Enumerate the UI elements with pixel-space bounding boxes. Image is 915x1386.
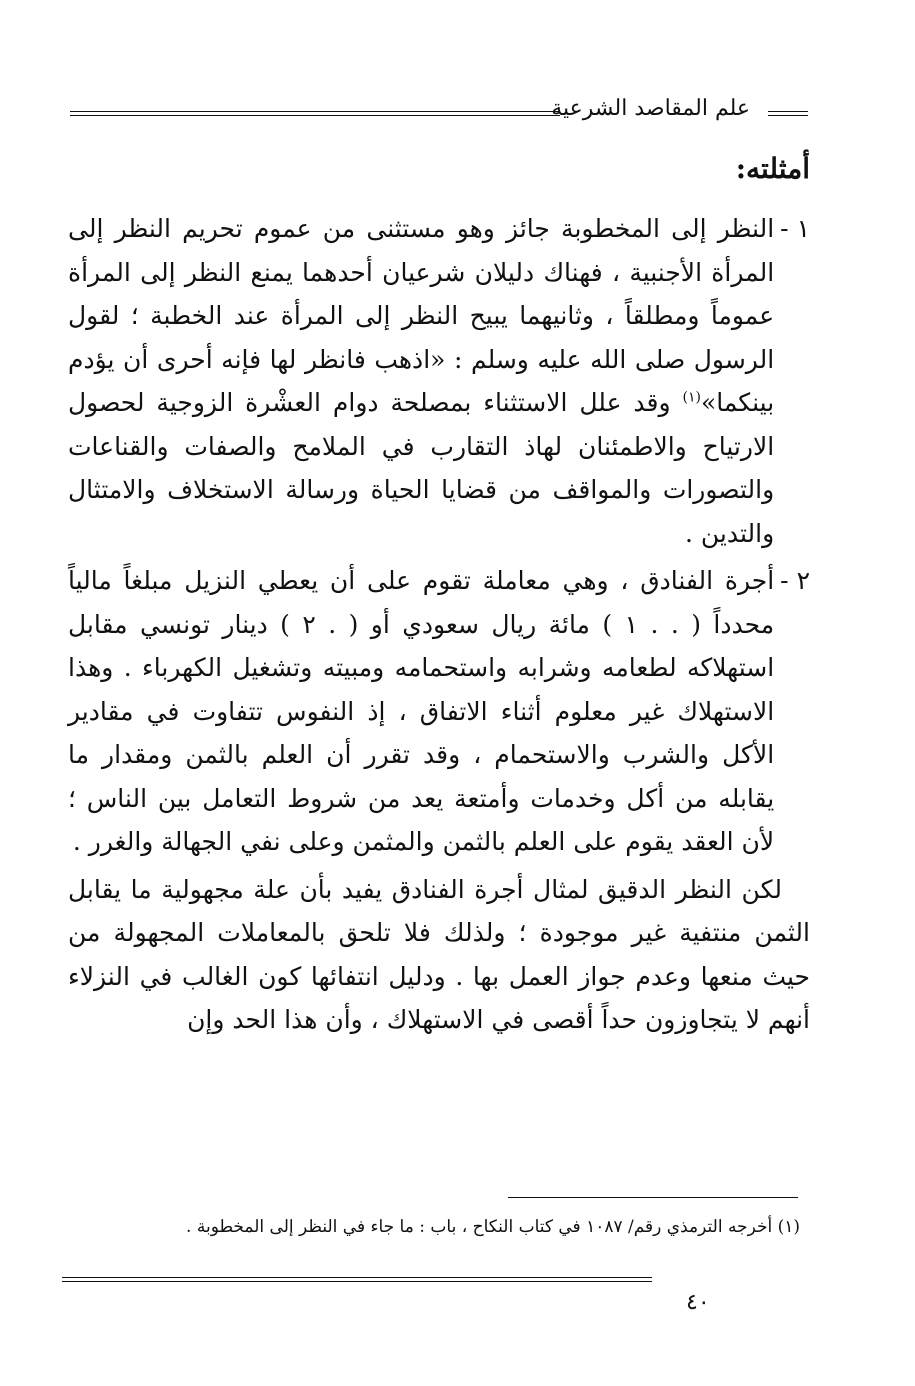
page-number: ٤٠ [686, 1290, 710, 1315]
running-header [70, 92, 808, 132]
main-text [68, 145, 810, 1042]
item-number: ٢ - [780, 566, 810, 595]
item-number: ١ - [780, 214, 810, 243]
header-title: علم المقاصد الشرعية [543, 96, 758, 121]
header-rule-right [768, 111, 808, 116]
footnote-separator [508, 1197, 798, 1198]
footnote-reference[interactable]: (١) [682, 389, 701, 406]
header-rule-left [70, 111, 560, 116]
body-paragraph: لكن النظر الدقيق لمثال أجرة الفنادق يفيد بأن علة مجهولية ما يقابل الثمن منتفية غير موجودة ؛ ولذلك فلا تلحق بالمعاملات المجهولة من حيث منعها وعدم جواز العمل بها . ودليل انتفائها كون الغالب في النزلاء أنهم لا يتجاوزون حداً أقصى في الاستهلاك ، وأن هذا الحد وإن [68, 874, 810, 1034]
example-item-1 [68, 207, 810, 555]
example-item-2 [68, 559, 810, 864]
item-text-part-2: وقد علل الاستثناء بمصلحة دوام العشْرة الزوجية لحصول الارتياح والاطمئنان لهاذ التقارب في الملامح والصفات والقناعات والتصورات والمواقف من قضايا الحياة ورسالة الاستخلاف والامتثال والتدين . [68, 388, 775, 548]
footer-rule [62, 1277, 652, 1282]
item-text: أجرة الفنادق ، وهي معاملة تقوم على أن يعطي النزيل مبلغاً مالياً محدداً ( . . ١ ) مائة ريال سعودي أو ( . ٢ ) دينار تونسي مقابل استهلاكه لطعامه وشرابه واستحمامه ومبيته وتشغيل الكهرباء . وهذا الاستهلاك غير معلوم أثناء الاتفاق ، إذ النفوس تتفاوت في مقادير الأكل والشرب والاستحمام ، وقد تقرر أن العلم بالثمن ومقدار ما يقابله من أكل وخدمات وأمتعة يعد من شروط التعامل بين الناس ؛ لأن العقد يقوم على العلم بالثمن والمثمن وعلى نفي الجهالة والغرر . [68, 566, 775, 856]
item-text [68, 207, 774, 555]
item-text-part-1: النظر إلى المخطوبة جائز وهو مستثنى من عموم تحريم النظر إلى المرأة الأجنبية ، فهناك دليلان شرعيان أحدهما يمنع النظر إلى المرأة عموماً ومطلقاً ، وثانيهما يبيح النظر إلى المرأة عند الخطبة ؛ لقول الرسول صلى الله عليه وسلم : «اذهب فانظر لها فإنه أحرى أن يؤدم بينكما» [68, 214, 775, 417]
section-heading: أمثلته: [735, 152, 810, 185]
footnote: (١) أخرجه الترمذي رقم/ ١٠٨٧ في كتاب النكاح ، باب : ما جاء في النظر إلى المخطوبة . [186, 1217, 800, 1237]
